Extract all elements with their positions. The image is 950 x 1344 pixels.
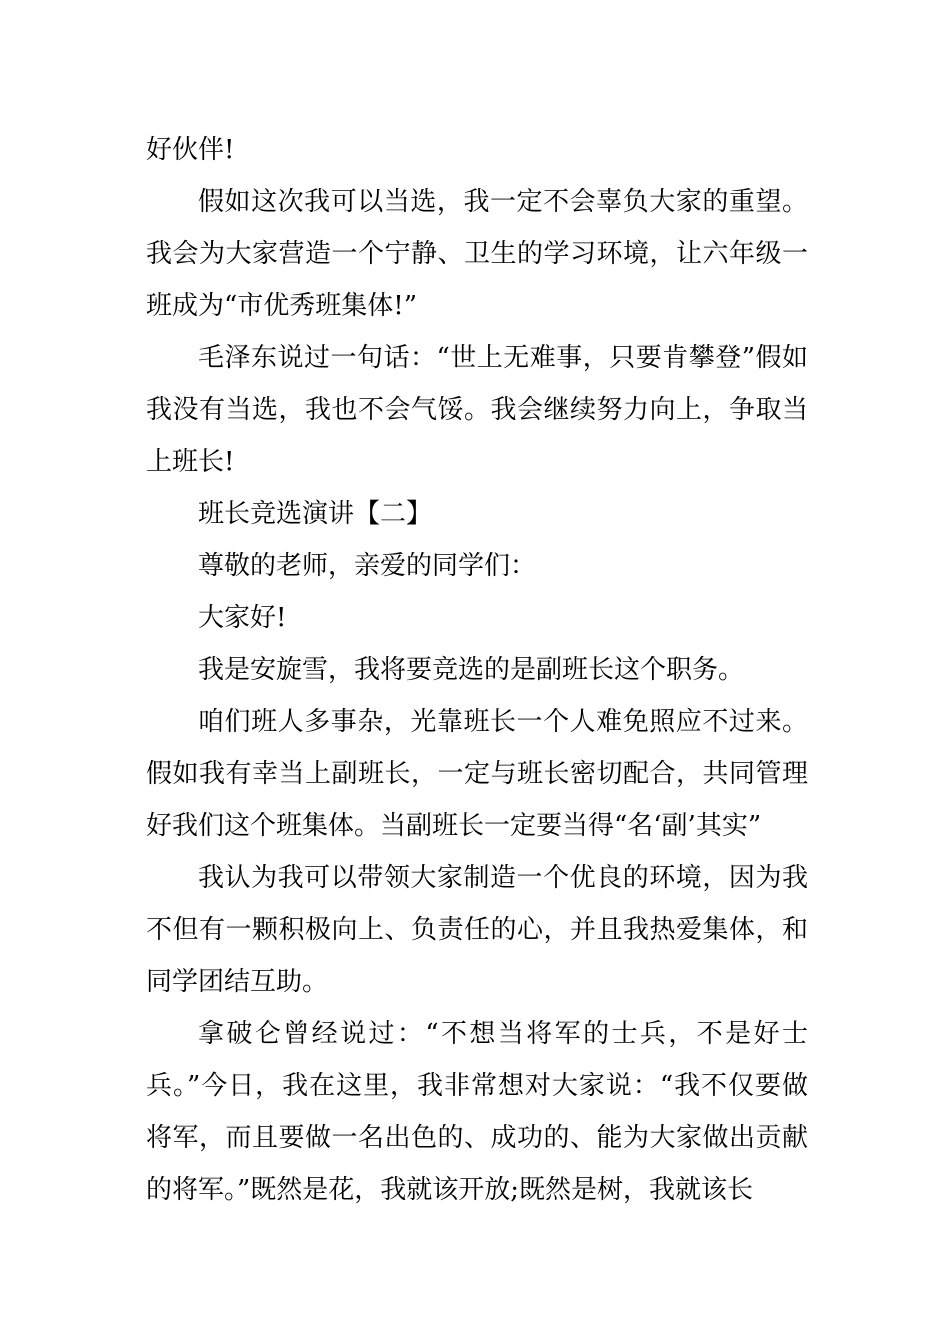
paragraph-1: 好伙伴! <box>146 135 235 165</box>
paragraph-2: 假如这次我可以当选，我一定不会辜负大家的重望。我会为大家营造一个宁静、卫生的学习环境，让六年级一班成为“市优秀班集体!” <box>146 187 808 321</box>
paragraph-8: 咱们班人多事杂，光靠班长一个人难免照应不过来。假如我有幸当上副班长，一定与班长密切配合，共同管理好我们这个班集体。当副班长一定要当得“名‘副’其实” <box>146 707 808 841</box>
document-body <box>146 124 808 1216</box>
paragraph-3: 毛泽东说过一句话：“世上无难事，只要肯攀登”假如我没有当选，我也不会气馁。我会继续努力向上，争取当上班长! <box>146 343 808 477</box>
paragraph-9: 我认为我可以带领大家制造一个优良的环境，因为我不但有一颗积极向上、负责任的心，并且我热爱集体，和同学团结互助。 <box>146 863 808 997</box>
salutation: 尊敬的老师，亲爱的同学们： <box>198 551 537 581</box>
section-heading: 班长竞选演讲【二】 <box>198 499 433 529</box>
greeting: 大家好! <box>198 603 287 633</box>
paragraph-10: 拿破仑曾经说过：“不想当将军的士兵，不是好士兵。”今日，我在这里，我非常想对大家说：“我不仅要做将军，而且要做一名出色的、成功的、能为大家做出贡献的将军。”既然是花，我就该开放;既然是树，我就该长 <box>146 1019 808 1205</box>
paragraph-7: 我是安旋雪，我将要竞选的是副班长这个职务。 <box>198 655 745 685</box>
